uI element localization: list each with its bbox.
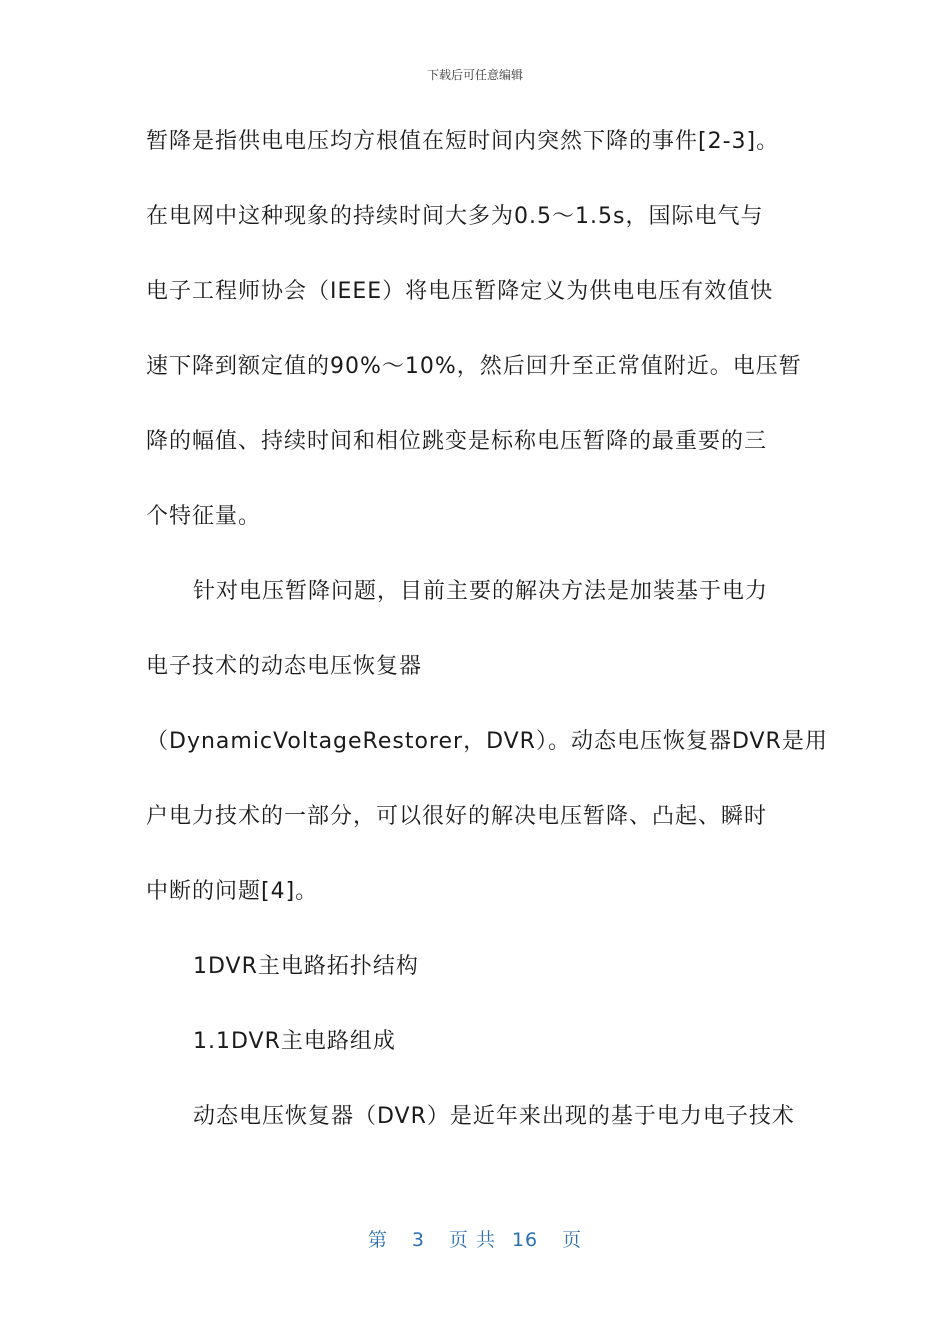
paragraph-line: 在电网中这种现象的持续时间大多为0.5～1.5s，国际电气与 <box>146 204 764 229</box>
footer-page-number: 3 <box>411 1229 425 1251</box>
footer-total-pages: 16 <box>511 1229 539 1251</box>
paragraph-line: 针对电压暂降问题，目前主要的解决方法是加装基于电力 <box>193 579 769 604</box>
paragraph-line: 电子技术的动态电压恢复器 <box>146 654 423 679</box>
footer-prefix: 第 <box>367 1229 388 1251</box>
footer-suffix: 页 <box>562 1229 583 1251</box>
page-footer <box>0 1225 950 1252</box>
paragraph-line: 降的幅值、持续时间和相位跳变是标称电压暂降的最重要的三 <box>146 429 768 454</box>
page-header-note: 下载后可任意编辑 <box>426 68 523 82</box>
footer-middle: 页 共 <box>448 1229 496 1251</box>
paragraph-line: （DynamicVoltageRestorer，DVR）。动态电压恢复器DVR是用 <box>146 729 828 754</box>
paragraph-line: 动态电压恢复器（DVR）是近年来出现的基于电力电子技术 <box>193 1104 795 1129</box>
paragraph-line: 户电力技术的一部分，可以很好的解决电压暂降、凸起、瞬时 <box>146 804 768 829</box>
paragraph-line: 速下降到额定值的90%～10%，然后回升至正常值附近。电压暂 <box>146 354 802 379</box>
paragraph-line: 电子工程师协会（IEEE）将电压暂降定义为供电电压有效值快 <box>146 279 774 304</box>
paragraph-line: 中断的问题[4]。 <box>146 879 319 904</box>
section-heading: 1DVR主电路拓扑结构 <box>193 954 419 979</box>
paragraph-line: 暂降是指供电电压均方根值在短时间内突然下降的事件[2-3]。 <box>146 129 780 154</box>
paragraph-line: 个特征量。 <box>146 504 262 529</box>
subsection-heading: 1.1DVR主电路组成 <box>193 1029 396 1054</box>
